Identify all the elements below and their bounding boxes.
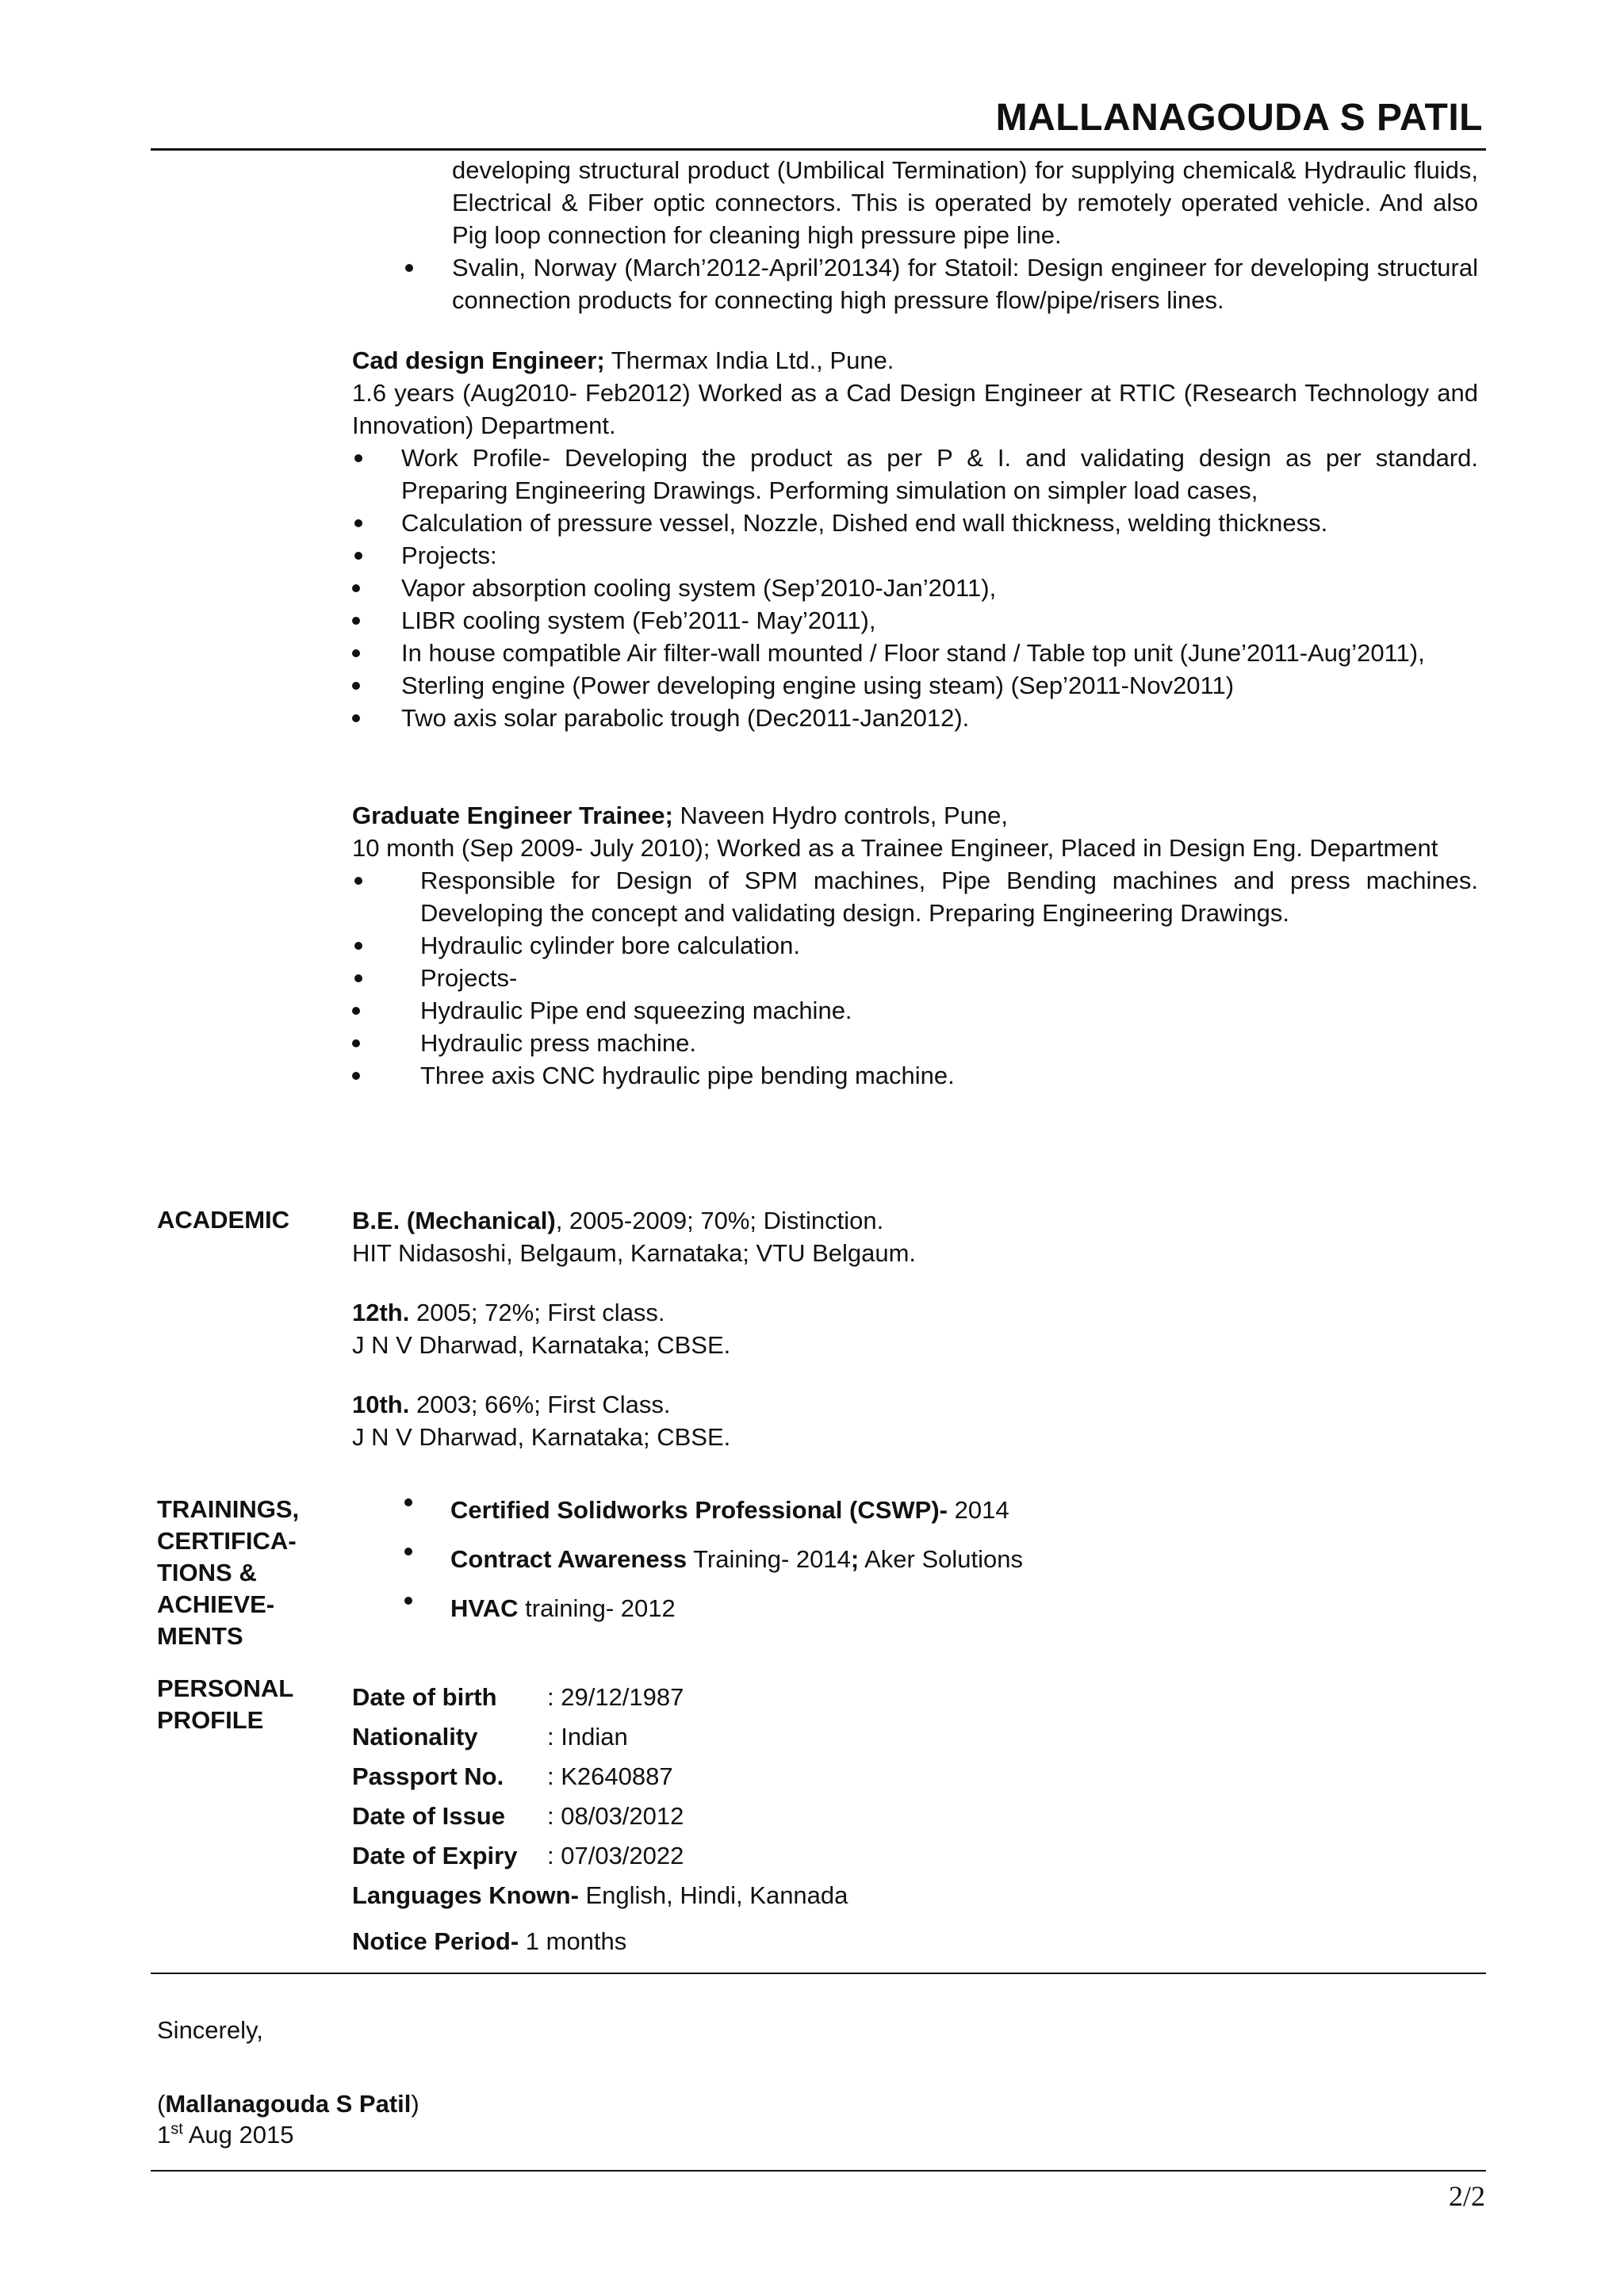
footer-rule xyxy=(151,2170,1486,2172)
twelfth-details: 2005; 72%; First class. xyxy=(409,1299,665,1326)
training-name: HVAC xyxy=(450,1594,519,1622)
training-name: Contract Awareness xyxy=(450,1545,688,1573)
paren: ) xyxy=(411,2090,419,2118)
field-value: : 08/03/2012 xyxy=(547,1802,684,1830)
job-bullets xyxy=(352,864,1478,994)
field-value: : 29/12/1987 xyxy=(547,1683,684,1711)
tenth-line xyxy=(352,1388,1478,1421)
sign-off: Sincerely, xyxy=(157,2016,263,2044)
job-bullets xyxy=(352,442,1478,572)
job-summary: 1.6 years (Aug2010- Feb2012) Worked as a Cad Design Engineer at RTIC (Research Technology and Innovation) Department. xyxy=(352,379,1478,439)
date-rest: Aug 2015 xyxy=(182,2121,294,2149)
personal-row xyxy=(352,1797,1478,1836)
job-summary: 10 month (Sep 2009- July 2010); Worked as a Trainee Engineer, Placed in Design Eng. Department xyxy=(352,834,1438,862)
training-separator: ; xyxy=(850,1545,860,1573)
list-item: Hydraulic press machine. xyxy=(352,1027,1478,1059)
training-org: Aker Solutions xyxy=(859,1545,1023,1573)
twelfth-name: 12th. xyxy=(352,1299,410,1326)
degree-institute: HIT Nidasoshi, Belgaum, Karnataka; VTU Belgaum. xyxy=(352,1239,917,1267)
page-number: 2/2 xyxy=(1448,2180,1485,2212)
twelfth-institute: J N V Dharwad, Karnataka; CBSE. xyxy=(352,1331,731,1359)
signature-name xyxy=(157,2087,419,2120)
training-detail: training- 2012 xyxy=(518,1594,676,1622)
experience-continued-list xyxy=(403,251,1478,316)
personal-row xyxy=(352,1717,1478,1757)
list-item xyxy=(352,1486,1478,1535)
list-item: Svalin, Norway (March’2012-April’20134) for Statoil: Design engineer for developing structural connection products for connecting high pressure flow/pipe/risers lines. xyxy=(403,251,1478,316)
list-item: Two axis solar parabolic trough (Dec2011-Jan2012). xyxy=(352,702,1478,734)
list-item: Work Profile- Developing the product as per P & I. and validating design as per standard. Preparing Engineering Drawings. Performing simulation on simpler load cases, xyxy=(352,442,1478,507)
company-name: Thermax India Ltd., Pune. xyxy=(604,346,894,374)
academic-label: ACADEMIC xyxy=(157,1206,290,1234)
field-value: : 07/03/2022 xyxy=(547,1842,684,1869)
list-item: Vapor absorption cooling system (Sep’2010-Jan’2011), xyxy=(352,572,1478,604)
company-name: Naveen Hydro controls, Pune, xyxy=(672,802,1009,829)
trainings-label: TRAININGS, CERTIFICA-TIONS & ACHIEVE-MENTS xyxy=(157,1495,300,1650)
tenth-details: 2003; 66%; First Class. xyxy=(409,1391,671,1418)
paren: ( xyxy=(157,2090,166,2118)
list-item xyxy=(352,1584,1478,1633)
trainings-list xyxy=(352,1486,1478,1633)
job-title: Cad design Engineer; xyxy=(352,346,605,374)
list-item: In house compatible Air filter-wall mounted / Floor stand / Table top unit (June’2011-Aug’2011), xyxy=(352,637,1478,669)
personal-section xyxy=(352,1678,1478,1961)
list-item xyxy=(352,1535,1478,1584)
list-item: Calculation of pressure vessel, Nozzle, Dished end wall thickness, welding thickness. xyxy=(352,507,1478,539)
degree-name: B.E. (Mechanical) xyxy=(352,1207,556,1234)
project-list xyxy=(352,572,1478,734)
field-label: Date of birth xyxy=(352,1683,497,1711)
list-item: Sterling engine (Power developing engine using steam) (Sep’2011-Nov2011) xyxy=(352,669,1478,702)
field-label: Passport No. xyxy=(352,1762,504,1790)
naveen-section xyxy=(352,799,1478,1092)
twelfth-line xyxy=(352,1296,1478,1329)
tenth-institute: J N V Dharwad, Karnataka; CBSE. xyxy=(352,1423,731,1451)
degree-details: , 2005-2009; 70%; Distinction. xyxy=(555,1207,884,1234)
continued-text: developing structural product (Umbilical Termination) for supplying chemical& Hydraulic fluids, Electrical & Fiber optic connectors. This is operated by remotely operated vehicle. And also Pig loop connection for cleaning high pressure pipe line. xyxy=(452,156,1478,249)
tenth-name: 10th. xyxy=(352,1391,410,1418)
list-item: Projects: xyxy=(352,539,1478,572)
signer-name: Mallanagouda S Patil xyxy=(165,2090,412,2118)
thermax-section xyxy=(352,344,1478,734)
list-item: Responsible for Design of SPM machines, Pipe Bending machines and press machines. Developing the concept and validating design. Preparing Engineering Drawings. xyxy=(352,864,1478,929)
signature-date xyxy=(157,2118,293,2151)
field-value: English, Hindi, Kannada xyxy=(578,1881,848,1909)
training-name: Certified Solidworks Professional (CSWP)- xyxy=(450,1496,948,1524)
job-heading xyxy=(352,799,1478,832)
list-item: Projects- xyxy=(352,962,1478,994)
job-title: Graduate Engineer Trainee; xyxy=(352,802,673,829)
personal-row xyxy=(352,1678,1478,1717)
project-list xyxy=(352,994,1478,1092)
date-day: 1 xyxy=(157,2121,171,2149)
list-item: Three axis CNC hydraulic pipe bending machine. xyxy=(352,1059,1478,1092)
notice-row xyxy=(352,1922,1478,1961)
list-item: Hydraulic cylinder bore calculation. xyxy=(352,929,1478,962)
header-rule xyxy=(151,148,1486,151)
field-label: Languages Known- xyxy=(352,1881,579,1909)
list-item: LIBR cooling system (Feb’2011- May’2011), xyxy=(352,604,1478,637)
job-heading xyxy=(352,344,1478,377)
field-value: : Indian xyxy=(547,1723,628,1751)
training-detail: 2014 xyxy=(947,1496,1009,1524)
list-item: Hydraulic Pipe end squeezing machine. xyxy=(352,994,1478,1027)
degree-line xyxy=(352,1204,1478,1237)
academic-section xyxy=(352,1204,1478,1453)
experience-continued xyxy=(452,154,1478,251)
languages-row xyxy=(352,1876,1478,1915)
section-divider xyxy=(151,1973,1486,1974)
field-value: : K2640887 xyxy=(547,1762,673,1790)
personal-label: PERSONAL PROFILE xyxy=(157,1674,293,1734)
training-detail: Training- 2014 xyxy=(687,1545,851,1573)
field-label: Date of Issue xyxy=(352,1802,505,1830)
date-suffix: st xyxy=(170,2120,183,2138)
field-label: Nationality xyxy=(352,1723,478,1751)
field-value: 1 months xyxy=(519,1927,627,1955)
resume-name: MALLANAGOUDA S PATIL xyxy=(995,97,1483,139)
field-label: Notice Period- xyxy=(352,1927,519,1955)
personal-row xyxy=(352,1757,1478,1797)
personal-row xyxy=(352,1836,1478,1876)
field-label: Date of Expiry xyxy=(352,1842,518,1869)
